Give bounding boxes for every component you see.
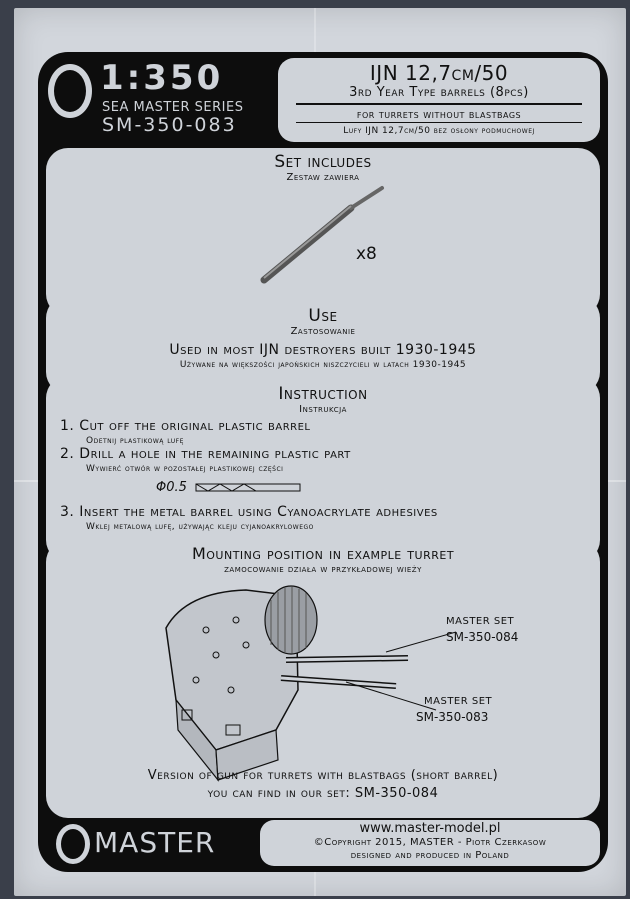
instruction-sheet: [14, 8, 626, 896]
footer-brand: MASTER: [94, 826, 216, 859]
label-set-084-line2: SM-350-084: [446, 630, 519, 644]
use-heading-polish: Zastosowanie: [290, 326, 356, 337]
footer-logo-icon: [56, 824, 90, 864]
quantity-label: x8: [356, 244, 377, 264]
mounting-panel: [46, 540, 600, 818]
label-set-083-line1: MASTER SET: [424, 696, 493, 707]
instruction-panel: [46, 376, 600, 562]
product-code: SM-350-083: [102, 114, 237, 136]
mounting-heading-polish: zamocowanie działa w przykładowej wieży: [224, 564, 422, 575]
mounting-heading: Mounting position in example turret: [191, 544, 455, 563]
step-3: 3. Insert the metal barrel using Cyanoacrylate adhesives: [60, 504, 438, 520]
label-set-083-line2: SM-350-083: [416, 710, 489, 724]
series-label: SEA MASTER SERIES: [102, 100, 244, 115]
set-heading: Set includes: [274, 152, 372, 172]
footer-copyright: ©Copyright 2015, MASTER - Piotr Czerkasow: [313, 837, 547, 848]
footer-url: www.master-model.pl: [359, 821, 501, 836]
step-3-polish: Wklej metalową lufę, używając kleju cyjanoakrylowego: [86, 522, 314, 532]
outer-frame: [38, 52, 608, 872]
version-note-line2: you can find in our set: SM-350-084: [207, 786, 439, 801]
label-set-084-line1: MASTER SET: [446, 616, 515, 627]
drill-bit-icon: [46, 376, 600, 562]
scale-label: 1:350: [100, 58, 224, 98]
version-note-line1: Version of gun for turrets with blastbags (short barrel): [147, 768, 499, 783]
use-heading: Use: [308, 306, 338, 326]
footer-made: designed and produced in Poland: [350, 850, 510, 861]
set-heading-polish: Zestaw zawiera: [286, 172, 360, 183]
step-1: 1. Cut off the original plastic barrel: [60, 418, 311, 434]
use-text-polish: Używane na większości japońskich niszczycieli w latach 1930-1945: [179, 360, 467, 370]
title-panel: [278, 58, 600, 142]
product-note: for turrets without blastbags: [356, 108, 522, 121]
product-title-polish: Lufy IJN 12,7cm/50 bez osłony podmuchowej: [343, 126, 535, 136]
barrel-icon: [46, 148, 600, 316]
use-text: Used in most IJN destroyers built 1930-1945: [169, 342, 477, 358]
diameter-label: Φ0.5: [156, 480, 187, 495]
set-includes-panel: [46, 148, 600, 316]
step-2-polish: Wywierć otwór w pozostałej plastikowej części: [86, 464, 284, 474]
product-title: IJN 12,7cm/50: [369, 61, 509, 85]
product-subtitle: 3rd Year Type barrels (8pcs): [349, 85, 529, 100]
instruction-heading: Instruction: [278, 384, 368, 404]
step-1-polish: Odetnij plastikową lufę: [86, 436, 184, 446]
master-logo-icon: [48, 64, 92, 118]
step-2: 2. Drill a hole in the remaining plastic part: [60, 446, 351, 462]
instruction-heading-polish: Instrukcja: [299, 404, 347, 415]
footer-panel: [260, 820, 600, 866]
